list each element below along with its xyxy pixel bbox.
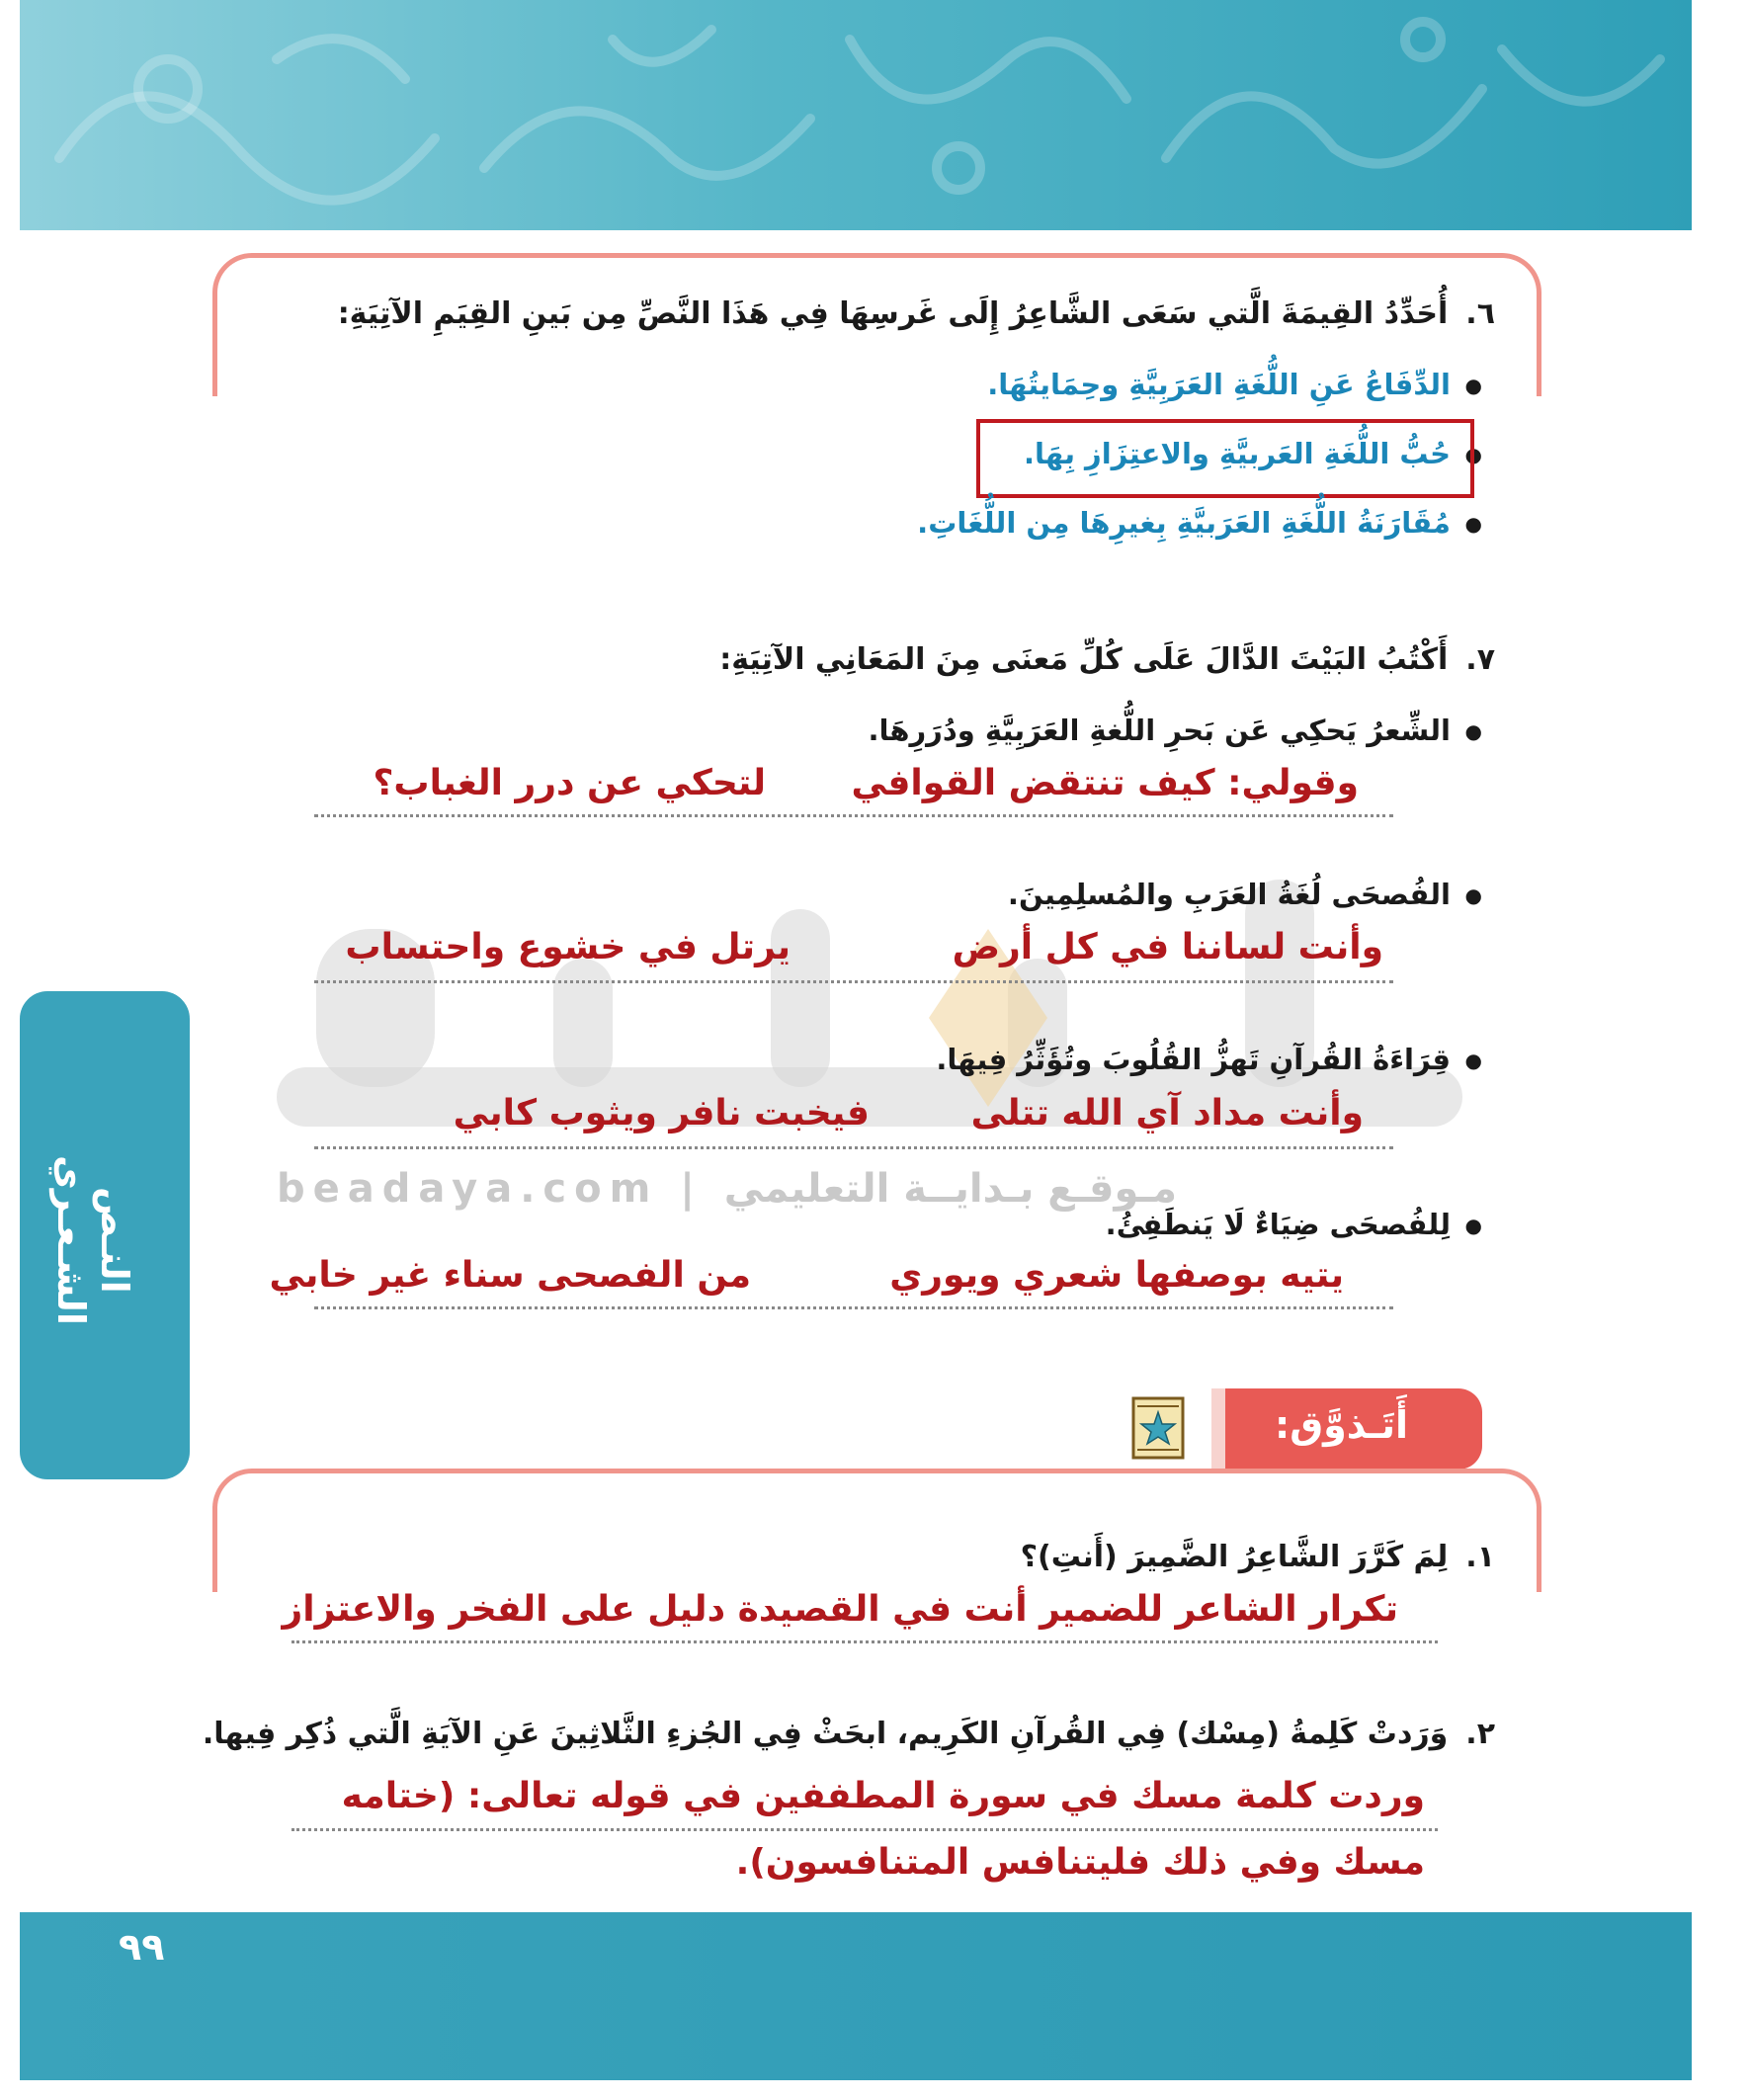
question-6-text: أُحَدِّدُ القِيمَةَ الَّتي سَعَى الشَّاعِرُ إِلَى غَرسِهَا فِي هَذَا النَّصِّ مِن بَينِ القِيَمِ الآتِيَةِ: (337, 296, 1449, 331)
q7-verse-3-first-hemistich: وأنت مداد آي الله تتلى (970, 1093, 1364, 1134)
tasting-question-2-number: ٢. (1465, 1717, 1495, 1751)
answer-line (314, 1306, 1393, 1309)
q7-verse-4-first-hemistich: يتيه بوصفها شعري ويوري (889, 1255, 1344, 1296)
tasting-question-1-text: لِمَ كَرَّرَ الشَّاعِرُ الضَّمِيرَ (أَنتِ)؟ (1020, 1540, 1449, 1574)
tasting-question-1-number: ١. (1465, 1540, 1495, 1574)
q6-option-2-selected: ● حُبُّ اللُّغَةِ العَربيَّةِ والاعتِزَازِ بِهَا. (1024, 437, 1451, 470)
question-7-number: ٧. (1465, 642, 1495, 677)
question-7 (719, 642, 1495, 677)
answer-line (314, 980, 1393, 983)
footer-band (20, 1912, 1692, 2080)
q7-verse-4-second-hemistich: من الفصحى سناء غير خابي (269, 1255, 751, 1296)
q7-verse-2-second-hemistich: يرتل في خشوع واحتساب (345, 927, 791, 967)
q7-meaning-4: ● لِلفُصحَى ضِيَاءٌ لَا يَنطَفِئُ. (1106, 1208, 1451, 1241)
tasting-answer-2-line-2: مسك وفي ذلك فليتنافس المتنافسون). (735, 1842, 1425, 1883)
calligraphy-pattern (20, 0, 1692, 230)
tasting-answer-2-line-1: وردت كلمة مسك في سورة المطففين في قوله تعالى: (ختامه (341, 1776, 1425, 1816)
answer-line (292, 1828, 1438, 1831)
answer-line (314, 1146, 1393, 1149)
answer-line (314, 814, 1393, 817)
q7-meaning-2: ● الفُصحَى لُغَةُ العَرَبِ والمُسلِمِينَ. (1008, 878, 1451, 911)
beadaya-watermark-logo (257, 870, 1482, 1186)
star-book-icon (1131, 1396, 1185, 1460)
question-7-text: أَكْتُبُ البَيْتَ الدَّالَ عَلَى كُلِّ مَعنَى مِنَ المَعَانِي الآتِيَةِ: (719, 642, 1449, 677)
watermark-text: beadaya.com | مـوقـع بـدايــة التعليمي (277, 1166, 1178, 1212)
question-6 (338, 296, 1495, 331)
q6-option-3: ● مُقَارَنَةُ اللُّغَةِ العَرَبيَّةِ بِغيرِهَا مِن اللُّغَاتِ. (917, 506, 1451, 540)
q6-option-1: ● الدِّفَاعُ عَنِ اللُّغَةِ العَرَبِيَّةِ وحِمَايتُهَا. (987, 368, 1451, 401)
header-banner (20, 0, 1692, 230)
q7-verse-1-first-hemistich: وقولي: كيف تنتقض القوافي (851, 763, 1359, 803)
q7-meaning-3: ● قِرَاءَةُ القُرآنِ تَهزُّ القُلُوبَ وتُؤَثِّرُ فِيهَا. (936, 1043, 1451, 1076)
side-tab-label: النـص الشـعـري (49, 1155, 136, 1325)
q7-verse-3-second-hemistich: فيخبت نافر ويثوب كابي (453, 1093, 870, 1134)
selected-answer-box (976, 419, 1474, 498)
section-tag-label: أَتَـذوَّق: (1275, 1403, 1409, 1447)
question-6-number: ٦. (1465, 296, 1495, 331)
answer-line (292, 1640, 1438, 1643)
tasting-answer-1: تكرار الشاعر للضمير أنت في القصيدة دليل على الفخر والاعتزاز (282, 1589, 1398, 1630)
q7-verse-1-second-hemistich: لتحكي عن درر الغباب؟ (373, 763, 766, 803)
q7-verse-2-first-hemistich: وأنت لساننا في كل أرض (952, 927, 1383, 967)
q7-meaning-1: ● الشِّعرُ يَحكِي عَن بَحرِ اللُّغةِ العَرَبِيَّةِ ودُرَرِهَا. (868, 714, 1451, 747)
tasting-question-2 (203, 1717, 1495, 1751)
page-number: ٩٩ (119, 1925, 165, 1969)
tasting-question-1 (1021, 1540, 1495, 1574)
tasting-question-2-text: وَرَدتْ كَلِمةُ (مِسْك) فِي القُرآنِ الكَرِيم، ابحَثْ فِي الجُزءِ الثَّلاثِينَ عَنِ الآيَةِ الَّتي ذُكِر فِيها. (202, 1717, 1449, 1751)
